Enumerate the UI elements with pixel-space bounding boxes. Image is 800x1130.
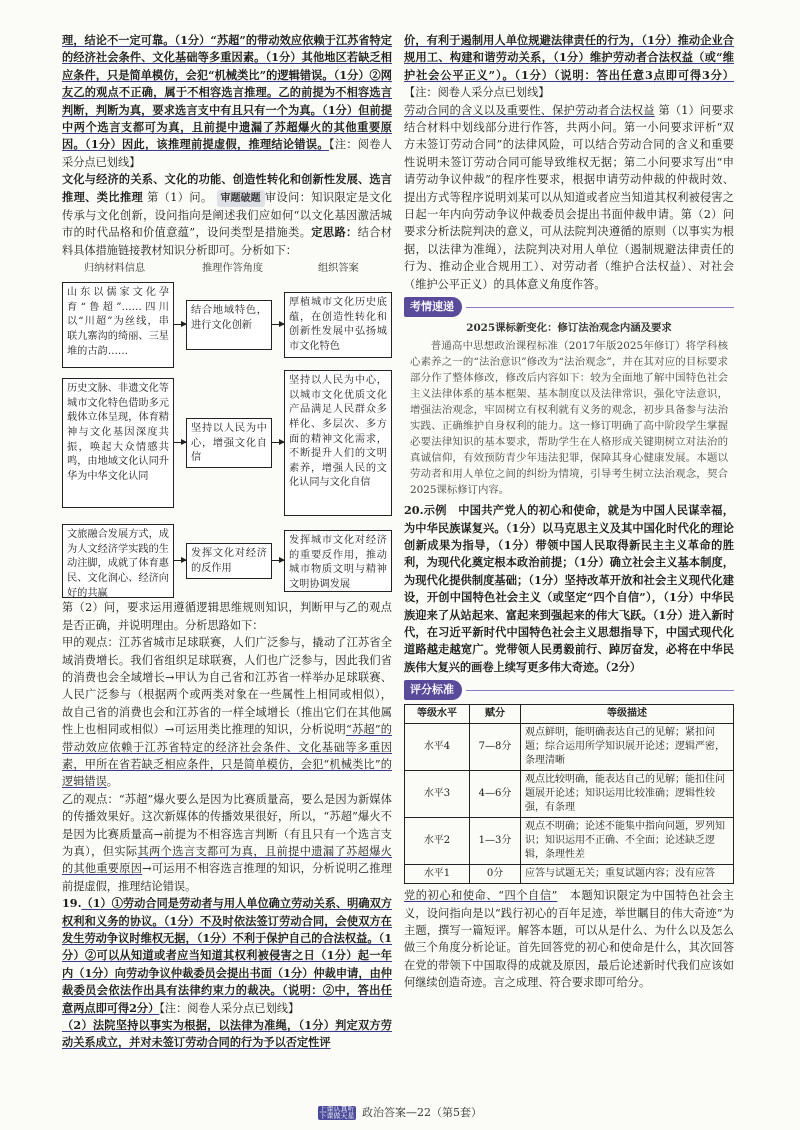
analysis-20: 党的初心和使命、“四个自信” 本题知识限定为中国特色社会主义，设问指向是以“践行初心的百年足迹，举世瞩目的伟大奇迹”为主题，撰写一篇短评。解答本题，可以从是什么、为什么以及怎么做三个角度分析论证。首先回答党的初心和使命是什么，其次回答在党的带领下中国取得的成就及原因，最后论述新时代我们应该如何继续创造奇迹。言之成理、符合要求即可给分。 [404,889,734,990]
analysis-jia-view: 甲的观点：江苏省城市足球联赛，人们广泛参与，撬动了江苏省全域消费增长。我们省组织足球联赛，人们也广泛参与，因此我们省的消费也会全域增长→甲认为自己省和江苏省一样举办足球联赛、人民广泛参与（根据两个或两类对象在一些属性上相同或相似），故自己省的消费也会和江苏省的一样全域增长（推出它们在其他属性上也相同或相似）→可运用类比推理的知识，分析说明“苏超”的带动效应依赖于江苏省特定的经济社会条件、文化基础等多重因素，甲所在省若缺乏相应条件，只是简单模仿，会犯“机械类比”的逻辑错误。 [62,636,392,789]
question-number-20: 20. [404,503,424,518]
kaoqing-banner [404,297,734,317]
analysis-19: 劳动合同的含义以及重要性、保护劳动者合法权益 第（1）问要求结合材料中划线部分进行作答，共两小问。第一小问要求评析“双方未签订劳动合同”的法律风险，可以结合劳动合同的含义和重要性说明未签订劳动合同可能导致维权无据；第二小问要求写出“申请劳动争议仲裁”的程序性要求，根据申请劳动仲裁的仲裁时效、提出方式等程序说明刘某可以从知道或者应当知道其权利被侵害之日起一年内向劳动争议仲裁委员会提出书面仲裁申请。第（2）问要求分析法院判决的意义，可从法院判决遵循的原则（以事实为根据，以法律为准绳），法院判决对用人单位（遏制规避法律责任的行为、推动企业合规用工）、对劳动者（维护合法权益）、对社会（维护公平正义）的具体意义角度作答。 [404,103,734,291]
analysis-diagram [62,262,392,599]
rubric-header: 赋分 [470,705,521,724]
diagram-material-1: 山东以儒家文化孕育“鲁超”……四川以“川超”为丝线，串联九寨沟的绮丽、三星堆的古韵…… [62,282,174,368]
rubric-table [404,704,734,884]
diagram-header-angle: 推理作答角度 [202,263,264,275]
diagram-header-answer: 组织答案 [318,263,359,275]
diagram-arrow [174,442,186,443]
diagram-angle-1: 结合地域特色，进行文化创新 [186,300,272,350]
question-number-19: 19. [62,896,82,911]
rubric-row: 水平1 0分 应答与试题无关；重复试题内容；没有应答 [405,865,734,884]
rubric-row: 水平2 1—3分 观点不明确；论述不能集中指向问题，罗列知识；知识运用不正确、不全面；论述缺乏逻辑，条理性差 [405,818,734,865]
pingfen-label: 评分标准 [404,680,462,699]
diagram-material-2: 历史文脉、非遗文化等城市文化特色借助多元载体立体呈现，体育精神与文化基因深度共振，唤起大众情感共鸣，由地域文化认同升华为中华文化认同 [62,378,174,508]
answer-19-2-cont: 价，有利于遏制用人单位规避法律责任的行为，（1分）推动企业合规用工、构建和谐劳动关系，（1分）维护劳动者合法权益（或“维护社会公平正义”）。（1分）（说明：答出任意3点即可得3分）【注：阅卷人采分点已划线】 [404,33,734,100]
diagram-answer-3: 发挥城市文化对经济的重要反作用，推动城市物质文明与精神文明协调发展 [284,530,392,592]
diagram-arrow [272,324,284,325]
right-column [404,32,734,992]
curriculum-change-title: 2025课标新变化：修订法治观念内涵及要求 [466,322,672,335]
rubric-header-row [405,705,734,724]
diagram-arrow [272,560,284,561]
diagram-angle-2: 坚持以人民为中心，增强文化自信 [186,418,272,468]
left-column [62,32,392,1052]
pingfen-banner [404,680,734,700]
diagram-answer-1: 厚植城市文化历史底蕴，在创造性转化和创新性发展中弘扬城市文化特色 [284,292,392,358]
page-number: 政治答案—22（第5套） [362,1106,482,1119]
rubric-row: 水平3 4—6分 观点比较明确，能表达自己的见解；能扣住问题展开论述；知识运用比较准确；逻辑性较强，有条理 [405,771,734,818]
answer-19-1: 19.（1）①劳动合同是劳动者与用人单位确立劳动关系、明确双方权利和义务的协议。（1分）不及时依法签订劳动合同，会使双方在发生劳动争议时维权无据，（1分）不利于保护自己的合法权益。（1分）②可以从知道或者应当知道其权利被侵害之日（1分）起一年内（1分）向劳动争议仲裁委员会提出书面（1分）仲裁申请，由仲裁委员会依法作出具有法律约束力的裁决。（说明：②中，答出任意两点即可得2分）【注：阅卷人采分点已划线】 [62,896,392,1015]
rubric-row: 水平4 7—8分 观点鲜明，能明确表达自己的见解；紧扣问题；综合运用所学知识展开论述；逻辑严密，条理清晰 [405,724,734,771]
rubric-header: 等级水平 [405,705,470,724]
rubric-header: 等级描述 [521,705,734,724]
diagram-arrow [174,324,186,325]
publisher-logo: 上课认真听 下课做天星 [319,1105,355,1120]
diagram-answer-2: 坚持以人民为中心，以城市文化优质文化产品满足人民群众多样化、多层次、多方面的精神文化需求，不断提升人们的文明素养，增强人民的文化认同与文化自信 [284,370,392,516]
kaoqing-label: 考情速递 [404,297,462,316]
diagram-arrow [272,442,284,443]
analysis-18-2-intro: 第（2）问，要求运用遵循逻辑思维规则知识，判断甲与乙的观点是否正确，并说明理由。分析思路如下： [62,601,392,632]
diagram-material-3: 文旅融合发展方式，成为人文经济学实践的生动注脚，成就了体育惠民、文化润心、经济向好的共赢 [62,524,174,598]
answer-20: 20.示例 中国共产党人的初心和使命，就是为中国人民谋幸福，为中华民族谋复兴。（1分）以马克思主义及其中国化时代化的理论创新成果为指导，（1分）带领中国人民取得新民主主义革命的胜利，为现代化奠定根本政治前提；（1分）确立社会主义基本制度，为现代化提供制度基础；（1分）坚持改革开放和社会主义现代化建设，开创中国特色社会主义（或坚定“四个自信”），（1分）中华民族迎来了从站起来、富起来到强起来的伟大飞跃。（1分）进入新时代，在习近平新时代中国特色社会主义思想指导下，中国式现代化道路越走越宽广。党带领人民勇毅前行、踔厉奋发，必将在中华民族伟大复兴的画卷上续写更多伟大奇迹。（2分） [404,503,734,674]
analysis-18-text: 文化与经济的关系、文化的功能、创造性转化和创新性发展、选言推理、类比推理 第（1）问。 审题破题 审设问：知识限定是文化传承与文化创新，设问指向是阐述我们应如何“以文化基因激活城市的时代品格和价值意蕴”，设问类型是措施类。定思路：结合材料具体措施链接教材知识分析即可。分析如下： [62,172,392,257]
page-footer [0,1104,800,1120]
diagram-arrow [174,560,186,561]
curriculum-change-body: 普通高中思想政治课程标准（2017年版2025年修订）将学科核心素养之一的“法治意识”修改为“法治观念”，并在其对应的目标要求部分作了整体修改，修改后内容如下：较为全面地了解中国特色社会主义法律体系的基本框架、基本制度以及法律常识，强化守法意识，增强法治观念，牢固树立有权利就有义务的观念，初步具备参与法治实践、正确维护自身权利的能力。这一修订明确了高中阶段学生掌握必要法律知识的基本要求，帮助学生在人格形成关键期树立对法治的真诚信仰，有效预防青少年违法犯罪，保障其身心健康发展。本题以劳动者和用人单位之间的纠纷为情境，引导考生树立法治观念，契合2025课标修订内容。 [410,340,728,497]
answer-18-1-text: 理，结论不一定可靠。（1分）“苏超”的带动效应依赖于江苏省特定的经济社会条件、文化基础等多重因素。（1分）其他地区若缺乏相应条件，只是简单模仿，会犯“机械类比”的逻辑错误。（1分）②网友乙的观点不正确，属于不相容选言推理。乙的前提为不相容选言判断，判断为真，要求选言支中有且只有一个为真。（1分）但前提中两个选言支都可为真，且前提中遗漏了苏超爆火的其他重要原因。（1分）因此，该推理前提虚假，推理结论错误。【注：阅卷人采分点已划线】 [62,33,392,169]
diagram-angle-3: 发挥文化对经济的反作用 [186,543,272,579]
shentipoti-badge: 审题破题 [217,190,265,207]
curriculum-change-box [404,320,734,498]
answer-19-2: （2）法院坚持以事实为根据，以法律为准绳，（1分）判定双方劳动关系成立，并对未签订劳动合同的行为予以否定性评 [62,1018,392,1050]
diagram-header-material: 归纳材料信息 [84,263,146,275]
analysis-yi-view: 乙的观点：“苏超”爆火要么是因为比赛质量高，要么是因为新媒体的传播效果好。这次新媒体的传播效果很好，所以，“苏超”爆火不是因为比赛质量高→前提为不相容选言判断（有且只有一个选言支为真），但实际其两个选言支都可为真，且前提中遗漏了苏超爆火的其他重要原因→可运用不相容选言推理的知识，分析说明乙推理前提虚假，推理结论错误。 [62,792,392,893]
